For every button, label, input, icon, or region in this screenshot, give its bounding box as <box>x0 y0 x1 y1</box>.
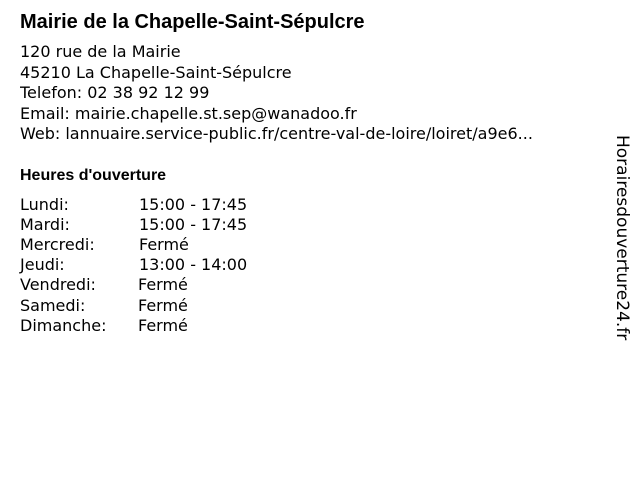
hours-table <box>20 195 600 336</box>
business-card <box>20 8 600 336</box>
hours-row-saturday <box>20 296 600 316</box>
hours-value: Fermé <box>138 275 188 295</box>
hours-value: Fermé <box>138 315 188 335</box>
hours-value: Fermé <box>139 234 189 254</box>
day-label: Vendredi: <box>20 275 96 295</box>
day-label: Samedi: <box>20 295 86 315</box>
day-label: Lundi: <box>20 194 69 214</box>
hours-row-wednesday <box>20 235 600 255</box>
hours-row-sunday <box>20 316 600 336</box>
hours-value: 15:00 - 17:45 <box>139 214 248 234</box>
web-line: Web: lannuaire.service-public.fr/centre-val-de-loire/loiret/a9e6... <box>20 124 533 143</box>
postal-city: 45210 La Chapelle-Saint-Sépulcre <box>20 62 292 82</box>
street-address: 120 rue de la Mairie <box>20 42 181 61</box>
email-line: Email: mairie.chapelle.st.sep@wanadoo.fr <box>20 103 357 123</box>
hours-value: 13:00 - 14:00 <box>139 255 248 275</box>
hours-row-tuesday <box>20 215 600 235</box>
address-block <box>20 42 600 145</box>
day-label: Mercredi: <box>20 234 95 254</box>
hours-value: Fermé <box>138 295 188 315</box>
hours-row-thursday <box>20 255 600 275</box>
hours-heading: Heures d'ouverture <box>20 166 167 184</box>
brand-watermark: Horairesdouverture24.fr <box>612 135 632 341</box>
hours-value: 15:00 - 17:45 <box>139 194 248 214</box>
hours-row-monday <box>20 195 600 215</box>
page-title: Mairie de la Chapelle-Saint-Sépulcre <box>20 11 365 33</box>
day-label: Jeudi: <box>20 255 65 275</box>
phone-line: Telefon: 02 38 92 12 99 <box>20 83 210 102</box>
day-label: Dimanche: <box>20 315 107 335</box>
hours-row-friday <box>20 275 600 295</box>
day-label: Mardi: <box>20 214 70 234</box>
